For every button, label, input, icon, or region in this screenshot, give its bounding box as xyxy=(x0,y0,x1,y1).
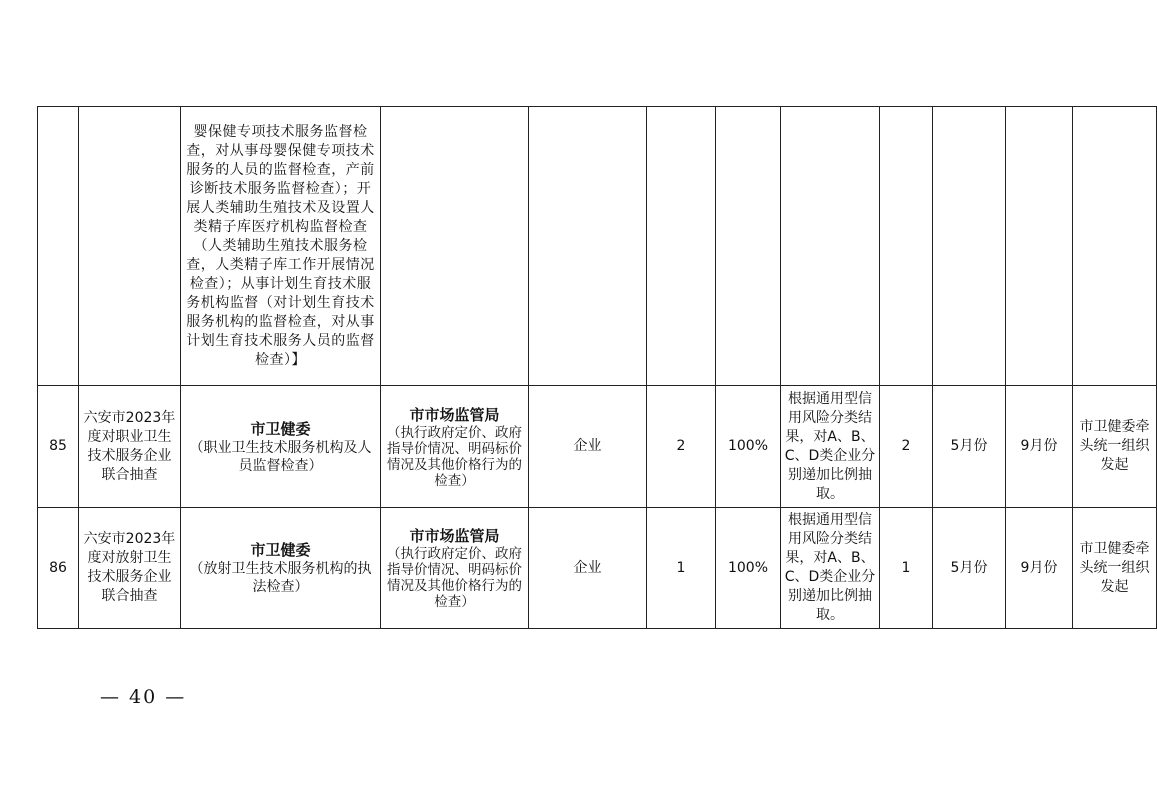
cell-joint xyxy=(381,508,529,629)
cell-lead xyxy=(181,386,381,508)
cell-joint xyxy=(381,386,529,508)
table-row xyxy=(38,508,1157,629)
joint-agency: 市市场监管局 xyxy=(409,405,500,424)
cell-object: 企业 xyxy=(529,508,647,629)
cell-object: 企业 xyxy=(529,386,647,508)
lead-detail: （放射卫生技术服务机构的执法检查） xyxy=(189,561,372,595)
cell-no: 85 xyxy=(38,386,79,508)
cell-task xyxy=(79,107,181,386)
joint-detail: （执行政府定价、政府指导价情况、明码标价情况及其他价格行为的检查） xyxy=(387,546,522,610)
cell-end: 9月份 xyxy=(1006,386,1073,508)
cell-times: 2 xyxy=(880,386,933,508)
cell-count: 1 xyxy=(647,508,716,629)
cell-start: 5月份 xyxy=(933,386,1006,508)
cell-method: 根据通用型信用风险分类结果，对A、B、C、D类企业分别递加比例抽取。 xyxy=(781,508,880,629)
cell-note: 市卫健委牵头统一组织发起 xyxy=(1073,508,1157,629)
cell-count xyxy=(647,107,716,386)
cell-no xyxy=(38,107,79,386)
cell-times xyxy=(880,107,933,386)
cell-start: 5月份 xyxy=(933,508,1006,629)
cell-task: 六安市2023年度对职业卫生技术服务企业联合抽查 xyxy=(79,386,181,508)
page-number: — 40 — xyxy=(100,686,187,708)
table-row xyxy=(38,386,1157,508)
cell-end: 9月份 xyxy=(1006,508,1073,629)
cell-task: 六安市2023年度对放射卫生技术服务企业联合抽查 xyxy=(79,508,181,629)
cell-ratio: 100% xyxy=(716,508,781,629)
cell-method xyxy=(781,107,880,386)
cell-start xyxy=(933,107,1006,386)
cell-times: 1 xyxy=(880,508,933,629)
cell-ratio: 100% xyxy=(716,386,781,508)
lead-agency: 市卫健委 xyxy=(250,419,311,438)
cell-note xyxy=(1073,107,1157,386)
table-row-continuation xyxy=(38,107,1157,386)
cell-method: 根据通用型信用风险分类结果，对A、B、C、D类企业分别递加比例抽取。 xyxy=(781,386,880,508)
cell-lead xyxy=(181,508,381,629)
cell-no: 86 xyxy=(38,508,79,629)
cell-end xyxy=(1006,107,1073,386)
lead-detail: （职业卫生技术服务机构及人员监督检查） xyxy=(189,439,372,474)
cell-count: 2 xyxy=(647,386,716,508)
lead-agency: 市卫健委 xyxy=(250,541,311,559)
cell-joint xyxy=(381,107,529,386)
joint-detail: （执行政府定价、政府指导价情况、明码标价情况及其他价格行为的检查） xyxy=(387,424,522,489)
cell-lead-continued: 婴保健专项技术服务监督检查，对从事母婴保健专项技术服务的人员的监督检查，产前诊断技术服务监督检查）；开展人类辅助生殖技术及设置人类精子库医疗机构监督检查（人类辅助生殖技术服务检查，人类精子库工作开展情况检查）；从事计划生育技术服务机构监督（对计划生育技术服务机构的监督检查，对从事计划生育技术服务人员的监督检查）】 xyxy=(181,107,381,386)
cell-ratio xyxy=(716,107,781,386)
joint-agency: 市市场监管局 xyxy=(409,527,500,545)
inspection-plan-table xyxy=(37,106,1157,629)
cell-note: 市卫健委牵头统一组织发起 xyxy=(1073,386,1157,508)
cell-object xyxy=(529,107,647,386)
